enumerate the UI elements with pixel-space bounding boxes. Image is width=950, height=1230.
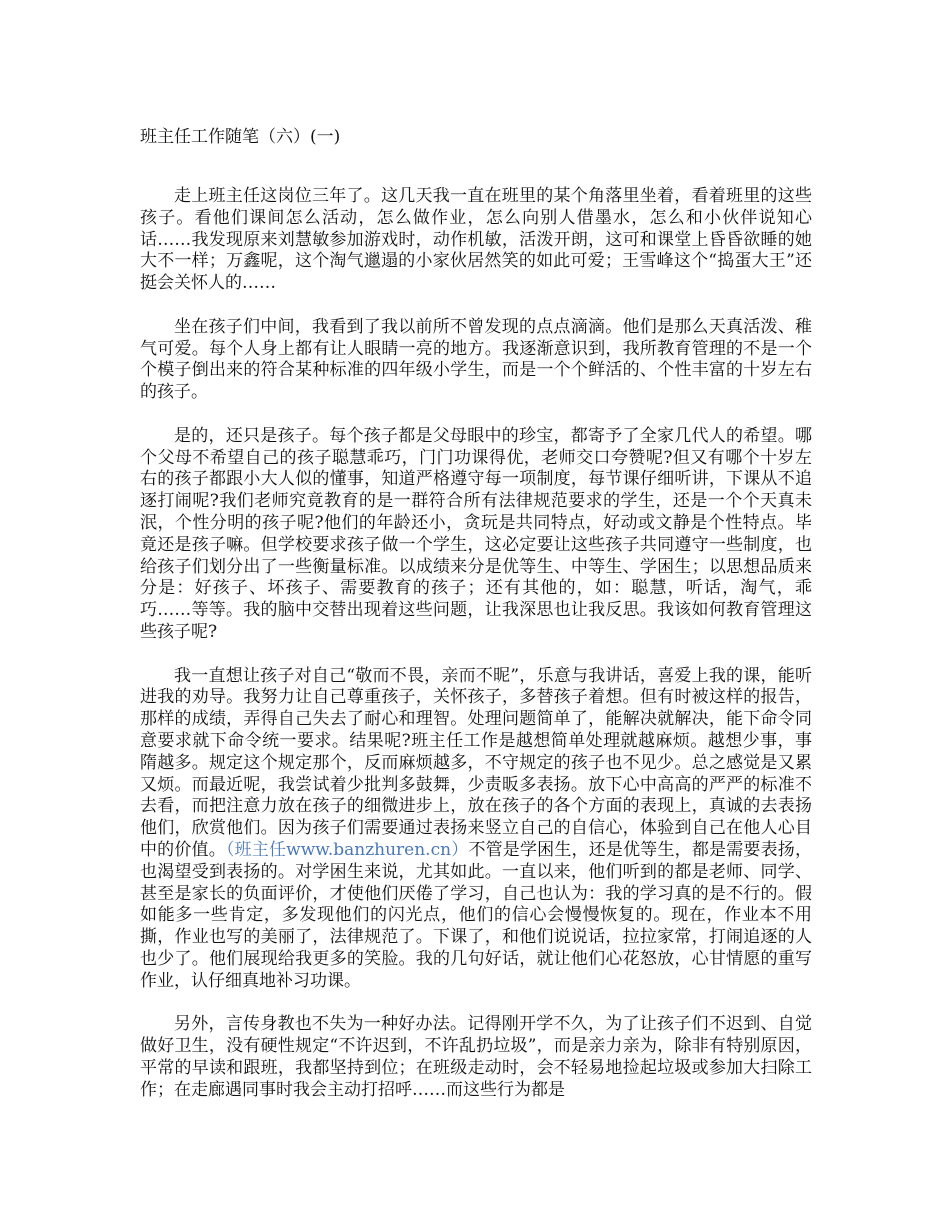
paragraph-4-text-before: 我一直想让孩子对自己“敬而不畏，亲而不昵”，乐意与我讲话，喜爱上我的课，能听进我的劝导。我努力让自己尊重孩子，关怀孩子，多替孩子着想。但有时被这样的报告，那样的成绩，弄得自己失去了耐心和理智。处理问题简单了，能解决就解决，能下命令同意要求就下命令统一要求。结果呢?班主任工作是越想简单处理就越麻烦。越想少事，事隋越多。规定这个规定那个，反而麻烦越多，不守规定的孩子也不见少。总之感觉是又累又烦。而最近呢，我尝试着少批判多鼓舞，少责昄多表扬。放下心中高高的严严的标准不去看，而把注意力放在孩子的细微进步上，放在孩子的各个方面的表现上，真诚的去表扬他们，欣赏他们。因为孩子们需要通过表扬来竖立自己的自信心，体验到自己在他人心目中的价值。: [140, 665, 812, 860]
paragraph-4-text-after: 不管是学困生，还是优等生，都是需要表扬，也渴望受到表扬的。对学困生来说，尤其如此。一直以来，他们听到的都是老师、同学、甚至是家长的负面评价，才使他们厌倦了学习，自己也认为：我的学习真的是不行的。假如能多一些肯定，多发现他们的闪光点，他们的信心会慢慢恢复的。现在，作业本不用撕，作业也写的美丽了，法律规范了。下课了，和他们说说话，拉拉家常，打闹追逐的人也少了。他们展现给我更多的笑脸。我的几句好话，就让他们心花怒放，心甘情愿的重写作业，认仔细真地补习功课。: [140, 839, 812, 991]
banzhuren-link[interactable]: （班主任www.banzhuren.cn）: [225, 839, 469, 860]
paragraph-5: 另外，言传身教也不失为一种好办法。记得刚开学不久，为了让孩子们不迟到、自觉做好卫生，没有硬性规定“不许迟到，不许乱扔垃圾”，而是亲力亲为，除非有特别原因，平常的早读和跟班，我都坚持到位；在班级走动时，会不轻易地捡起垃圾或参加大扫除工作；在走廊遇同事时我会主动打招呼……而这些行为都是: [140, 1014, 812, 1100]
paragraph-2: 坐在孩子们中间，我看到了我以前所不曾发现的点点滴滴。他们是那么天真活泼、稚气可爱。每个人身上都有让人眼睛一亮的地方。我逐渐意识到，我所教育管理的不是一个个模子倒出来的符合某种标准的四年级小学生，而是一个个鲜活的、个性丰富的十岁左右的孩子。: [140, 316, 812, 403]
document-title: 班主任工作随笔（六）(一): [140, 127, 341, 147]
document-page: [140, 124, 812, 1123]
paragraph-1: 走上班主任这岗位三年了。这几天我一直在班里的某个角落里坐着，看着班里的这些孩子。看他们课间怎么活动，怎么做作业，怎么向别人借墨水，怎么和小伙伴说知心话……我发现原来刘慧敏参加游戏时，动作机敏，活泼开朗，这可和课堂上昏昏欲睡的她大不一样；万鑫呢，这个淘气邋遢的小家伙居然笑的如此可爱；王雪峰这个“捣蛋大王”还挺会关怀人的……: [140, 186, 812, 294]
paragraph-4: [140, 666, 812, 993]
paragraph-3: 是的，还只是孩子。每个孩子都是父母眼中的珍宝，都寄予了全家几代人的希望。哪个父母不希望自己的孩子聪慧乖巧，门门功课得优，老师交口夸赞呢?但又有哪个十岁左右的孩子都跟小大人似的懂事，知道严格遵守每一项制度，每节课仔细听讲，下课从不追逐打闹呢?我们老师究竟教育的是一群符合所有法律规范要求的学生，还是一个个天真未泯，个性分明的孩子呢?他们的年龄还小，贪玩是共同特点，好动或文静是个性特点。毕竟还是孩子嘛。但学校要求孩子做一个学生，这必定要让这些孩子共同遵守一些制度，也给孩子们划分出了一些衡量标准。以成绩来分是优等生、中等生、学困生；以思想品质来分是：好孩子、坏孩子、需要教育的孩子；还有其他的，如：聪慧，听话，淘气，乖巧……等等。我的脑中交替出现着这些问题，让我深思也让我反思。我该如何教育管理这些孩子呢?: [140, 425, 812, 642]
